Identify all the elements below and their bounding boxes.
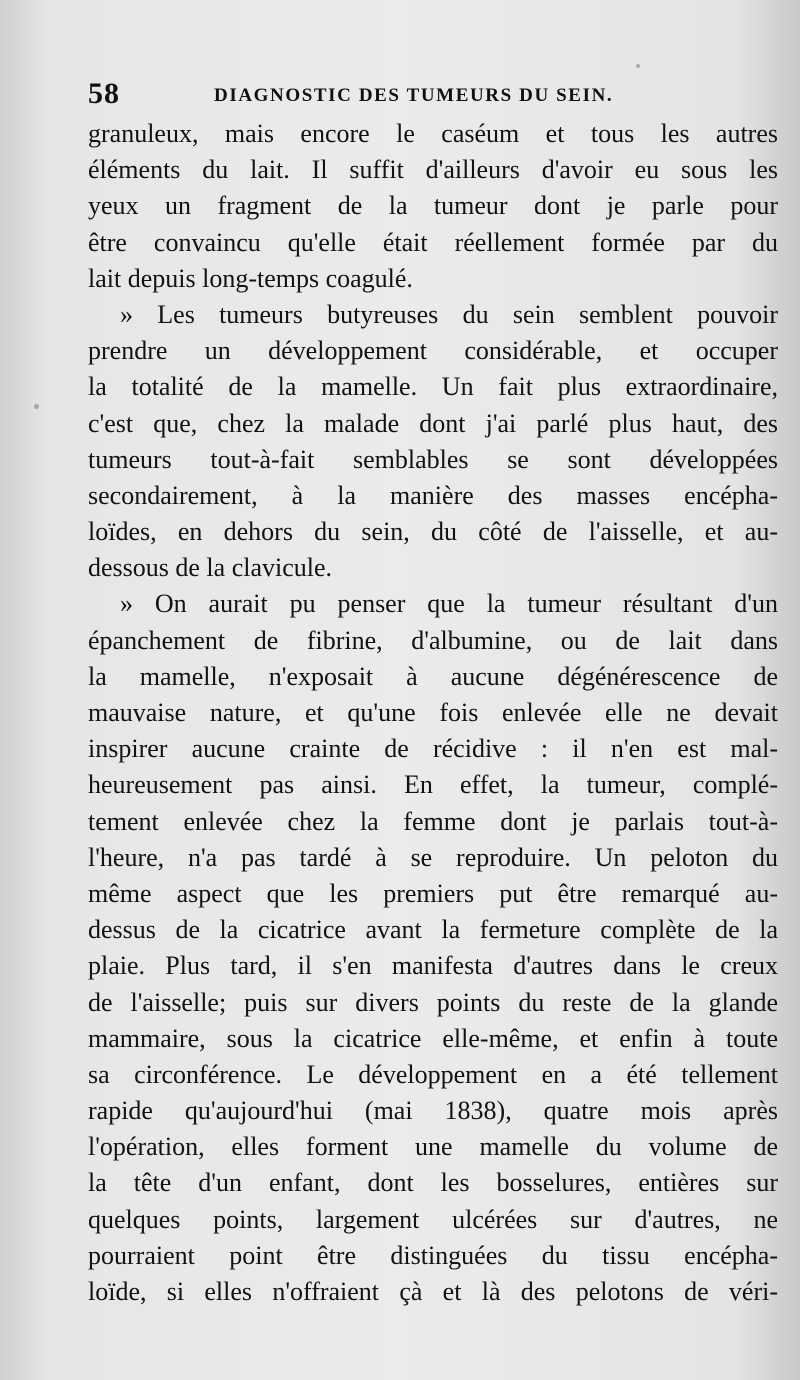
text-line: la totalité de la mamelle. Un fait plus extraordinaire, [88,372,778,402]
text-line: épanchement de fibrine, d'albumine, ou de lait dans [88,625,778,655]
body-text [88,116,778,1310]
text-line: » Les tumeurs butyreuses du sein semblent pouvoir [120,299,778,329]
running-title: DIAGNOSTIC DES TUMEURS DU SEIN. [214,85,614,106]
text-line: secondairement, à la manière des masses encépha- [88,480,778,510]
text-line: de l'aisselle; puis sur divers points du reste de la glande [88,987,778,1017]
text-line: inspirer aucune crainte de récidive : il n'en est mal- [88,734,778,764]
text-line: la tête d'un enfant, dont les bosselures, entières sur [88,1168,778,1198]
text-line: mauvaise nature, et qu'une fois enlevée elle ne devait [88,698,778,727]
text-line: mammaire, sous la cicatrice elle-même, et enfin à toute [88,1023,778,1053]
text-line: rapide qu'aujourd'hui (mai 1838), quatre mois après [88,1096,778,1126]
text-line: tement enlevée chez la femme dont je parlais tout-à- [88,806,778,836]
text-line: pourraient point être distinguées du tissu encépha- [88,1240,778,1270]
ink-speck [34,404,39,409]
text-line: l'opération, elles forment une mamelle du volume de [88,1132,778,1162]
text-line: sa circonférence. Le développement en a été tellement [88,1059,778,1089]
text-line: éléments du lait. Il suffit d'ailleurs d'avoir eu sous les [88,155,778,185]
text-line: loïdes, en dehors du sein, du côté de l'aisselle, et au- [88,517,778,547]
page-header [88,76,688,116]
text-line: yeux un fragment de la tumeur dont je parle pour [88,191,778,221]
text-line: granuleux, mais encore le caséum et tous les autres [88,119,778,148]
text-line: être convaincu qu'elle était réellement formée par du [88,227,778,257]
text-line: quelques points, largement ulcérées sur d'autres, ne [88,1204,778,1234]
text-line: tumeurs tout-à-fait semblables se sont développées [88,444,778,474]
text-line: dessous de la clavicule. [88,553,333,583]
text-line: plaie. Plus tard, il s'en manifesta d'autres dans le creux [88,951,778,981]
text-line: loïde, si elles n'offraient çà et là des pelotons de véri- [88,1277,778,1306]
text-line: l'heure, n'a pas tardé à se reproduire. Un peloton du [88,842,778,872]
page-number: 58 [88,77,120,110]
text-line: » On aurait pu penser que la tumeur résultant d'un [120,589,778,619]
text-line: la mamelle, n'exposait à aucune dégénérescence de [88,661,778,691]
text-line: dessus de la cicatrice avant la fermeture complète de la [88,915,778,945]
text-line: heureusement pas ainsi. En effet, la tumeur, complé- [88,770,778,800]
text-line: c'est que, chez la malade dont j'ai parlé plus haut, des [88,408,778,438]
text-line: lait depuis long-temps coagulé. [88,263,413,293]
text-line: même aspect que les premiers put être remarqué au- [88,878,778,908]
text-line: prendre un développement considérable, et occuper [88,336,778,366]
ink-speck [636,64,640,68]
